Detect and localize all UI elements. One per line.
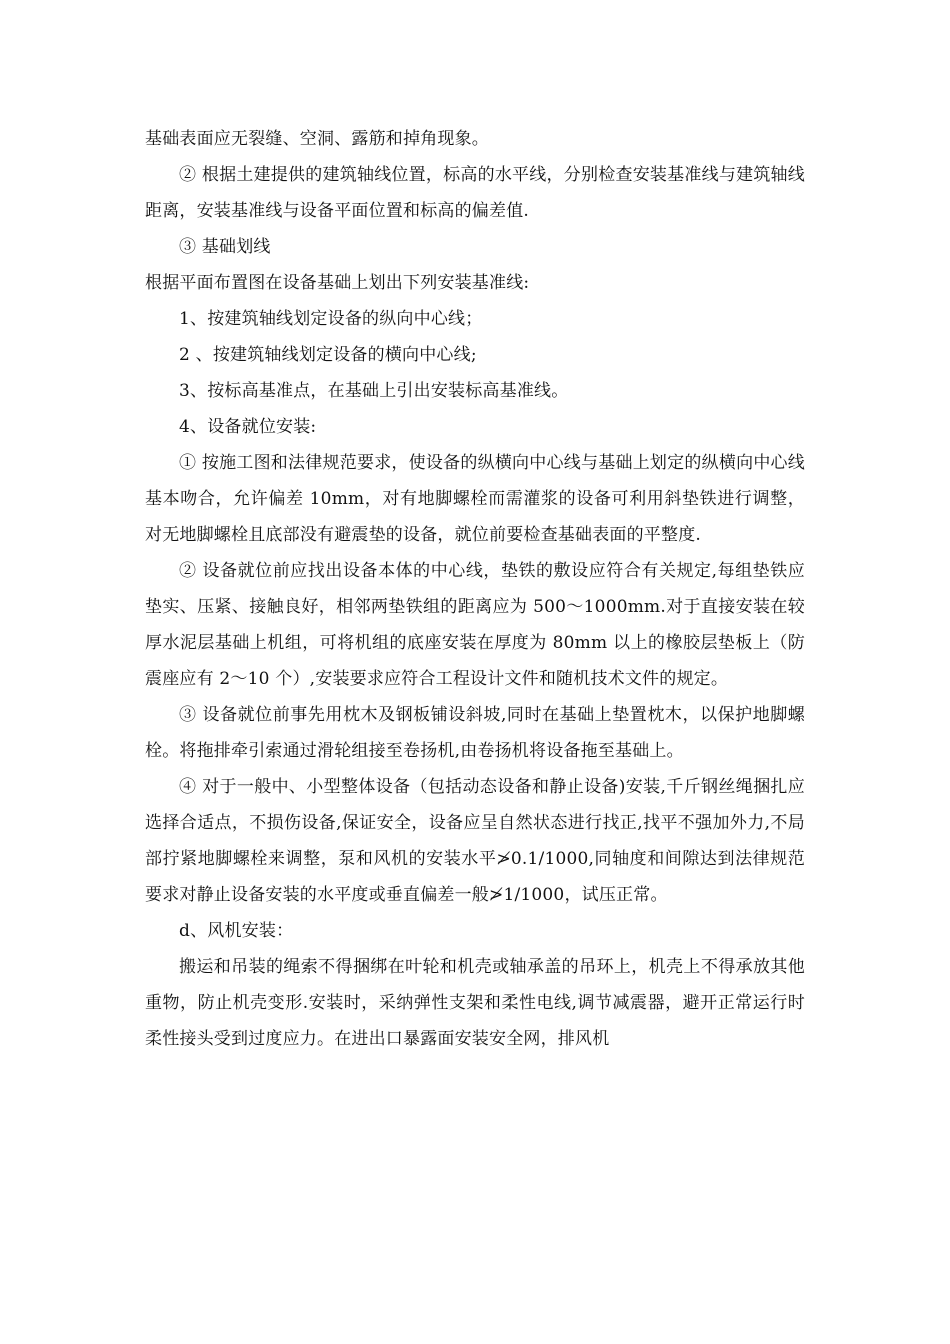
list-item: 4、设备就位安装: bbox=[179, 417, 317, 437]
paragraph: ② 根据土建提供的建筑轴线位置，标高的水平线，分别检查安装基准线与建筑轴线距离，安装基准线与设备平面位置和标高的偏差值. bbox=[145, 165, 805, 221]
section-heading: ③ 基础划线 bbox=[179, 237, 271, 257]
list-item: 1、按建筑轴线划定设备的纵向中心线； bbox=[179, 309, 483, 329]
list-item: 2 、按建筑轴线划定设备的横向中心线; bbox=[179, 345, 477, 365]
paragraph: 搬运和吊装的绳索不得捆绑在叶轮和机壳或轴承盖的吊环上，机壳上不得承放其他重物，防止机壳变形.安装时，采纳弹性支架和柔性电线,调节减震器，避开正常运行时柔性接头受到过度应力。在进出口暴露面安装安全网，排风机 bbox=[145, 957, 805, 1049]
paragraph: ④ 对于一般中、小型整体设备（包括动态设备和静止设备)安装,千斤钢丝绳捆扎应选择合适点，不损伤设备,保证安全，设备应呈自然状态进行找正,找平不强加外力,不局部拧紧地脚螺栓来调整，泵和风机的安装水平≯0.1/1000,同轴度和间隙达到法律规范要求对静止设备安装的水平度或垂直偏差一般≯1/1000，试压正常。 bbox=[145, 777, 805, 905]
paragraph: ③ 设备就位前事先用枕木及钢板铺设斜坡,同时在基础上垫置枕木，以保护地脚螺栓。将拖排牵引索通过滑轮组接至卷扬机,由卷扬机将设备拖至基础上。 bbox=[145, 705, 805, 761]
document-body bbox=[145, 121, 805, 1057]
paragraph: 基础表面应无裂缝、空洞、露筋和掉角现象。 bbox=[145, 129, 489, 149]
section-heading: d、风机安装： bbox=[179, 921, 294, 941]
list-item: 3、按标高基准点，在基础上引出安装标高基准线。 bbox=[179, 381, 569, 401]
paragraph: 根据平面布置图在设备基础上划出下列安装基准线: bbox=[145, 273, 530, 293]
paragraph: ② 设备就位前应找出设备本体的中心线，垫铁的敷设应符合有关规定,每组垫铁应垫实、压紧、接触良好，相邻两垫铁组的距离应为 500～1000mm.对于直接安装在较厚水泥层基础上机组，可将机组的底座安装在厚度为 80mm 以上的橡胶层垫板上（防震座应有 2～10 个）,安装要求应符合工程设计文件和随机技术文件的规定。 bbox=[145, 561, 805, 689]
paragraph: ① 按施工图和法律规范要求，使设备的纵横向中心线与基础上划定的纵横向中心线基本吻合，允许偏差 10mm，对有地脚螺栓而需灌浆的设备可利用斜垫铁进行调整，对无地脚螺栓且底部没有避震垫的设备，就位前要检查基础表面的平整度. bbox=[145, 453, 805, 545]
